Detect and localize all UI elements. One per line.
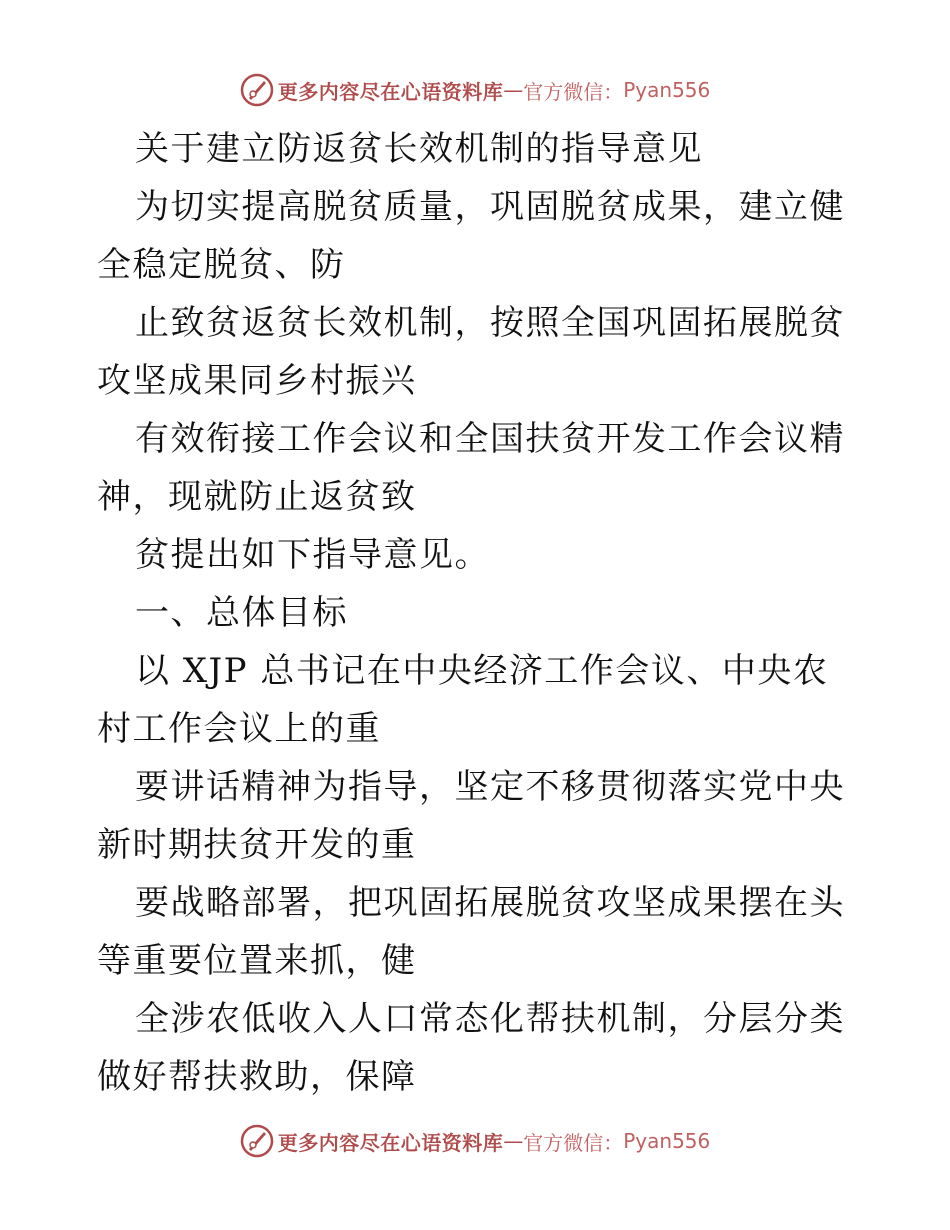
watermark-site-text: 更多内容尽在心语资料库 — [277, 1130, 504, 1155]
doc-title: 关于建立防返贫长效机制的指导意见 — [135, 129, 703, 169]
doc-paragraph: 全涉农低收入人口常态化帮扶机制，分层分类做好帮扶救助，保障 — [97, 999, 845, 1097]
doc-paragraph: 贫提出如下指导意见。 — [135, 535, 490, 575]
watermark-wechat-label: 官方微信： — [523, 1130, 624, 1155]
footer-watermark — [0, 1121, 950, 1161]
doc-paragraph: 要战略部署，把巩固拓展脱贫攻坚成果摆在头等重要位置来抓，健 — [97, 883, 845, 981]
watermark-wechat-label: 官方微信： — [523, 79, 624, 104]
header-watermark — [0, 70, 950, 110]
watermark-separator: — — [503, 1129, 524, 1153]
watermark-site-text: 更多内容尽在心语资料库 — [277, 79, 504, 104]
doc-paragraph: 止致贫返贫长效机制，按照全国巩固拓展脱贫攻坚成果同乡村振兴 — [97, 303, 845, 401]
doc-paragraph: 要讲话精神为指导，坚定不移贯彻落实党中央新时期扶贫开发的重 — [97, 767, 845, 865]
quill-logo-icon — [240, 1124, 274, 1158]
doc-paragraph: 以 XJP 总书记在中央经济工作会议、中央农村工作会议上的重 — [97, 651, 829, 749]
doc-paragraph: 为切实提高脱贫质量，巩固脱贫成果，建立健全稳定脱贫、防 — [97, 187, 845, 285]
section-heading: 一、总体目标 — [135, 593, 348, 633]
watermark-wechat-id: Pyan556 — [623, 78, 711, 102]
document-body — [97, 120, 857, 1106]
watermark-separator: — — [503, 78, 524, 102]
quill-logo-icon — [240, 73, 274, 107]
watermark-wechat-id: Pyan556 — [623, 1129, 711, 1153]
doc-paragraph: 有效衔接工作会议和全国扶贫开发工作会议精神，现就防止返贫致 — [97, 419, 845, 517]
